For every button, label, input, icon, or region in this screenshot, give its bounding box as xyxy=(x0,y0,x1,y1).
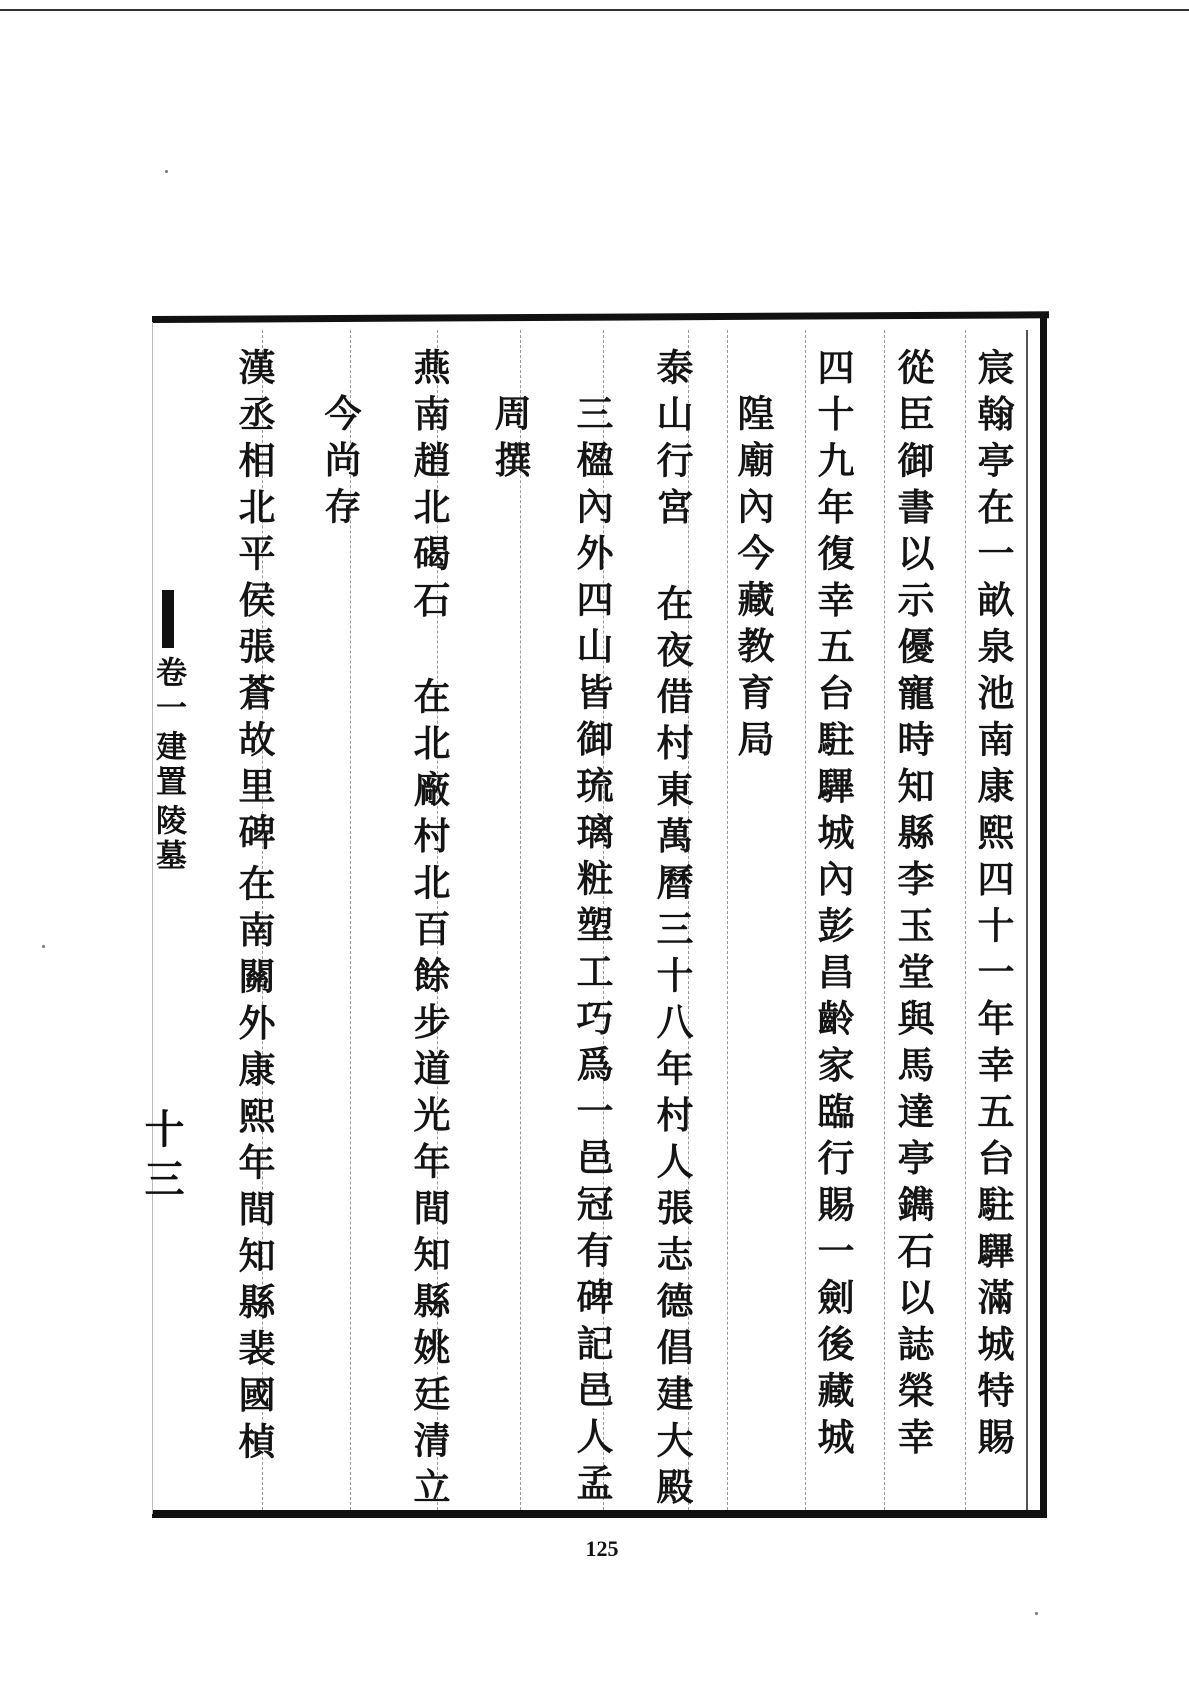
column-separator xyxy=(965,330,966,1510)
column-heading: 泰山行宮 xyxy=(650,348,694,534)
text-column-2 xyxy=(887,348,939,1468)
column-text: 四十九年復幸五台駐驆城內彭昌齡家臨行賜一劍後藏城 xyxy=(811,348,855,1464)
scan-speck xyxy=(1035,1612,1038,1615)
margin-section: 卷一 xyxy=(150,656,186,726)
text-column-10 xyxy=(228,348,280,1472)
scan-top-edge xyxy=(0,9,1189,11)
text-column-7 xyxy=(484,394,536,491)
text-column-3 xyxy=(807,348,859,1468)
column-separator xyxy=(805,330,806,1510)
page-margin-labels xyxy=(148,590,188,878)
column-text: 在北廠村北百餘步道光年間知縣姚廷清立 xyxy=(407,677,451,1514)
page-number: 125 xyxy=(585,1536,619,1561)
text-column-9 xyxy=(314,394,366,538)
text-column-6 xyxy=(566,394,618,1514)
frame-top-border xyxy=(152,311,1049,323)
column-heading: 燕南趙北碣石 xyxy=(407,348,451,627)
frame-left-border xyxy=(152,322,153,1514)
column-text: 在南關外康熙年間知縣裴國楨 xyxy=(232,863,276,1468)
column-text: 三楹內外四山皆御琉璃粧塑工巧爲一邑冠有碑記邑人孟 xyxy=(570,394,614,1510)
column-text: 從臣御書以示優寵時知縣李玉堂與馬達亭鐫石以誌榮幸 xyxy=(891,348,935,1464)
column-text: 在夜借村東萬曆三十八年村人張志德倡建大殿 xyxy=(650,584,694,1514)
column-text: 宸翰亭在一畝泉池南康熙四十一年幸五台駐驆滿城特賜 xyxy=(971,348,1015,1464)
text-column-1 xyxy=(967,348,1019,1468)
text-column-4 xyxy=(727,394,779,770)
text-column-5 xyxy=(646,348,698,1518)
column-heading: 漢丞相北平侯張蒼故里碑 xyxy=(232,348,276,860)
text-column-8 xyxy=(403,348,455,1518)
scan-speck xyxy=(165,170,168,173)
column-separator xyxy=(884,330,885,1510)
margin-folio: 十三 xyxy=(138,1108,185,1208)
scan-speck xyxy=(42,945,45,948)
column-text: 今尚存 xyxy=(318,394,362,534)
margin-chapter: 建置 xyxy=(150,730,186,800)
margin-black-block xyxy=(162,590,174,648)
column-text: 隍廟內今藏教育局 xyxy=(731,394,775,766)
frame-right-inner-rule xyxy=(1026,330,1028,1510)
column-separator xyxy=(520,330,521,1510)
margin-subsection: 陵墓 xyxy=(150,804,186,874)
frame-right-border xyxy=(1040,318,1047,1518)
column-text: 周撰 xyxy=(488,394,532,487)
